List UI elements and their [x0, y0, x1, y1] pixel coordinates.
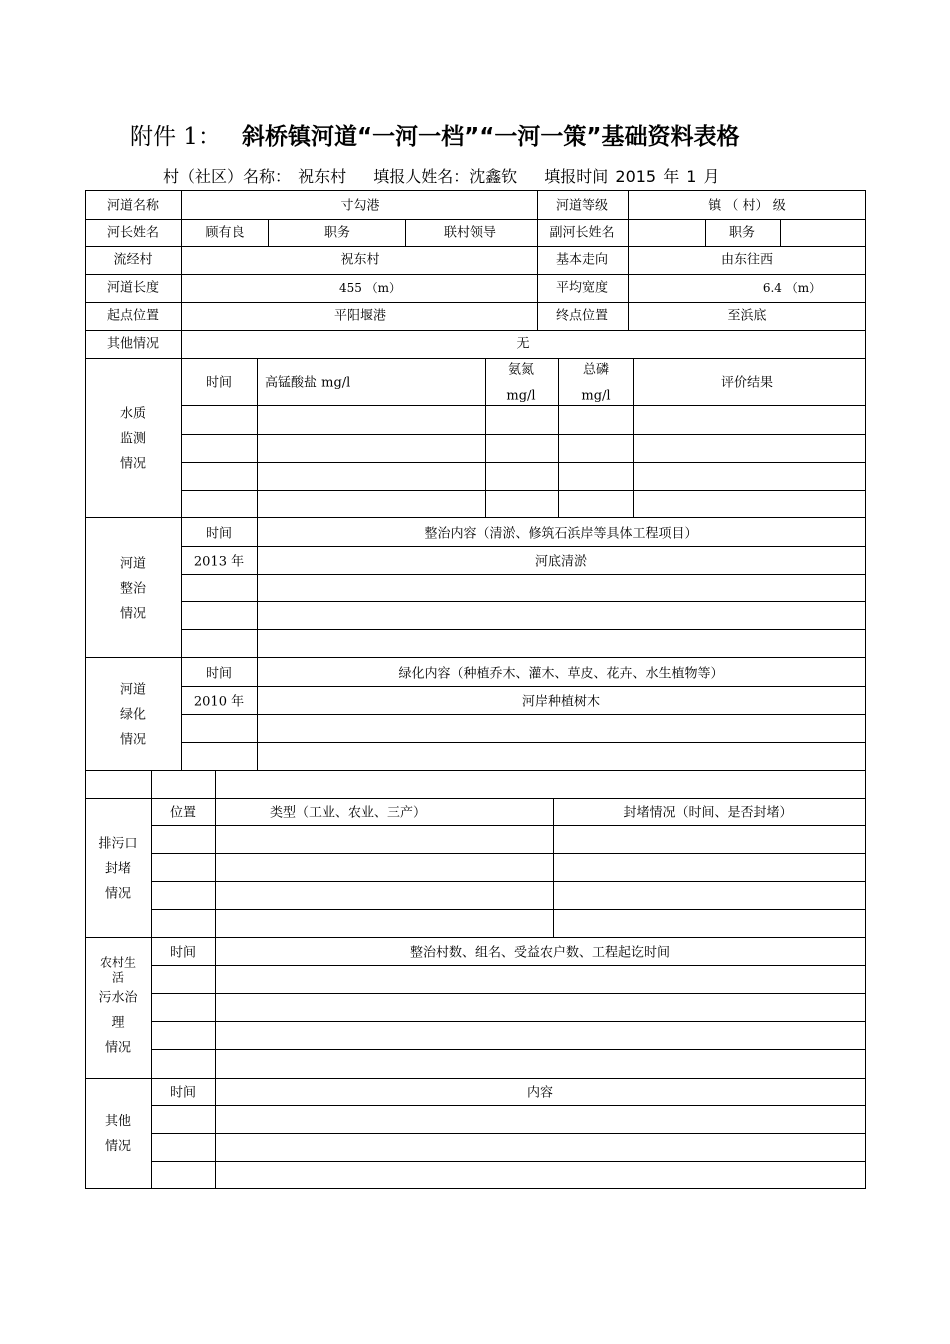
- wq-phosphorus-unit: mg/l: [581, 388, 611, 404]
- grid-line: [85, 274, 866, 275]
- grid-line: [181, 601, 866, 602]
- label-end: 终点位置: [555, 308, 609, 324]
- side-line: 其他: [104, 1114, 132, 1129]
- outfall-position-header: 位置: [169, 805, 197, 821]
- length: 455 （m）: [338, 281, 402, 295]
- sewage-time-header: 时间: [169, 945, 197, 961]
- grid-line: [85, 246, 866, 247]
- grid-line: [215, 937, 216, 1078]
- label-position: 职务: [323, 225, 351, 241]
- grid-line: [215, 770, 216, 798]
- villages: 祝东村: [340, 252, 380, 268]
- rem-row1-time: 2013 年: [193, 554, 245, 570]
- grid-line: [85, 517, 866, 518]
- wq-permanganate-header: 高锰酸盐 mg/l: [265, 375, 351, 391]
- river-name: 寸勾港: [340, 198, 380, 214]
- side-line: 情况: [104, 1040, 132, 1056]
- grid-line: [268, 219, 269, 246]
- grid-line: [181, 462, 866, 463]
- wq-time-header: 时间: [205, 375, 233, 391]
- grid-line: [181, 686, 866, 687]
- grid-line: [151, 825, 866, 826]
- side-line: 理: [111, 1015, 125, 1031]
- document-title: [130, 118, 739, 151]
- attachment-label: 附件 1：: [130, 124, 221, 150]
- grid-line: [257, 517, 258, 657]
- grid-line: [215, 1078, 216, 1189]
- grid-line: [85, 219, 866, 220]
- other-info: 无: [516, 336, 530, 352]
- grid-line: [181, 405, 866, 406]
- side-line: 情况: [119, 606, 147, 622]
- grid-line: [151, 965, 866, 966]
- grid-line: [780, 219, 781, 246]
- side-line: 情况: [104, 1139, 132, 1154]
- green-row1-content: 河岸种植树木: [521, 694, 601, 710]
- grid-line: [151, 770, 152, 798]
- grid-line: [85, 798, 866, 799]
- others-label: [105, 1109, 131, 1159]
- side-line: 情况: [104, 886, 132, 902]
- rem-content-header: 整治内容（清淤、修筑石浜岸等具体工程项目）: [424, 526, 698, 542]
- river-level: 镇 （ 村） 级: [708, 198, 786, 214]
- green-content-header: 绿化内容（种植乔木、灌木、草皮、花卉、水生植物等）: [398, 666, 724, 682]
- label-liaison: 联村领导: [443, 225, 497, 241]
- grid-line: [181, 629, 866, 630]
- grid-line: [85, 657, 866, 658]
- label-chief: 河长姓名: [106, 225, 160, 241]
- grid-line: [181, 490, 866, 491]
- label-direction: 基本走向: [555, 252, 609, 268]
- remediation-label: [120, 552, 146, 627]
- side-line: 污水治: [98, 990, 138, 1006]
- side-line: 河道: [119, 556, 147, 572]
- grid-line: [151, 1105, 866, 1106]
- grid-line: [151, 1161, 866, 1162]
- grid-line: [85, 330, 866, 331]
- green-time-header: 时间: [205, 666, 233, 682]
- grid-line: [181, 574, 866, 575]
- grid-line: [257, 657, 258, 770]
- grid-line: [215, 798, 216, 937]
- grid-line: [405, 219, 406, 246]
- fill-time: 填报时间 2015 年 1 月: [544, 167, 720, 186]
- wq-evaluation-header: 评价结果: [720, 375, 774, 391]
- side-line: 农村生: [99, 955, 137, 970]
- grid-line: [151, 1078, 152, 1189]
- label-position-2: 职务: [728, 225, 756, 241]
- outfall-label: [98, 832, 137, 907]
- grid-line: [151, 1021, 866, 1022]
- side-line: 河道: [119, 682, 147, 698]
- outfall-type-header: 类型（工业、农业、三产）: [269, 805, 427, 821]
- start-position: 平阳堰港: [333, 308, 387, 324]
- grid-line: [181, 546, 866, 547]
- rem-time-header: 时间: [205, 526, 233, 542]
- label-width: 平均宽度: [555, 280, 609, 296]
- filler-label: 填报人姓名：沈鑫钦: [373, 167, 518, 186]
- village-label: 村（社区）名称： 祝东村: [163, 167, 347, 186]
- grid-line: [151, 881, 866, 882]
- sewage-content-header: 整治村数、组名、受益农户数、工程起讫时间: [409, 945, 671, 961]
- label-villages: 流经村: [113, 252, 153, 268]
- others-time-header: 时间: [169, 1085, 197, 1101]
- grid-line: [181, 190, 182, 770]
- grid-line: [85, 937, 866, 938]
- title-text: 斜桥镇河道“一河一档”“一河一策”基础资料表格: [242, 124, 740, 150]
- outfall-status-header: 封堵情况（时间、是否封堵）: [623, 805, 793, 821]
- grid-line: [151, 1049, 866, 1050]
- grid-line: [85, 302, 866, 303]
- side-line: 活: [111, 970, 125, 985]
- rem-row1-content: 河底清淤: [534, 554, 588, 570]
- side-line: 水质: [119, 406, 147, 422]
- side-line: 封堵: [104, 861, 132, 877]
- grid-line: [485, 358, 486, 517]
- label-river-level: 河道等级: [555, 198, 609, 214]
- direction: 由东往西: [720, 252, 774, 268]
- greening-label: [120, 678, 146, 753]
- grid-line: [558, 358, 559, 517]
- label-deputy: 副河长姓名: [549, 225, 615, 241]
- grid-line: [181, 742, 866, 743]
- form-table: [85, 190, 866, 1189]
- grid-line: [537, 190, 538, 330]
- grid-line: [633, 358, 634, 517]
- side-line: 情况: [119, 732, 147, 748]
- side-line: 情况: [119, 456, 147, 472]
- side-line: 绿化: [119, 707, 147, 723]
- label-other: 其他情况: [106, 336, 160, 352]
- grid-line: [628, 190, 629, 330]
- side-line: 整治: [119, 581, 147, 597]
- grid-line: [151, 909, 866, 910]
- grid-line: [151, 1133, 866, 1134]
- wq-ammonia-header: 氨氮: [507, 362, 535, 378]
- wq-phosphorus-header: 总磷: [582, 362, 610, 378]
- grid-line: [85, 770, 866, 771]
- others-content-header: 内容: [526, 1085, 554, 1101]
- chief-name: 顾有良: [205, 225, 245, 241]
- grid-line: [151, 993, 866, 994]
- label-river-name: 河道名称: [106, 198, 160, 214]
- grid-line: [705, 219, 706, 246]
- green-row1-time: 2010 年: [193, 694, 245, 710]
- grid-line: [151, 937, 152, 1078]
- sewage-label: [98, 956, 137, 1061]
- grid-line: [257, 358, 258, 517]
- form-subtitle: [163, 164, 720, 187]
- wq-ammonia-unit: mg/l: [506, 388, 536, 404]
- side-line: 排污口: [98, 836, 138, 852]
- grid-line: [553, 798, 554, 937]
- label-length: 河道长度: [106, 280, 160, 296]
- side-line: 监测: [119, 431, 147, 447]
- width: 6.4 （m）: [762, 281, 822, 295]
- grid-line: [151, 798, 152, 937]
- grid-line: [181, 434, 866, 435]
- end-position: 至浜底: [727, 308, 767, 324]
- label-start: 起点位置: [106, 308, 160, 324]
- grid-line: [151, 853, 866, 854]
- grid-line: [85, 1078, 866, 1079]
- water-quality-label: [120, 402, 146, 477]
- grid-line: [85, 358, 866, 359]
- grid-line: [181, 714, 866, 715]
